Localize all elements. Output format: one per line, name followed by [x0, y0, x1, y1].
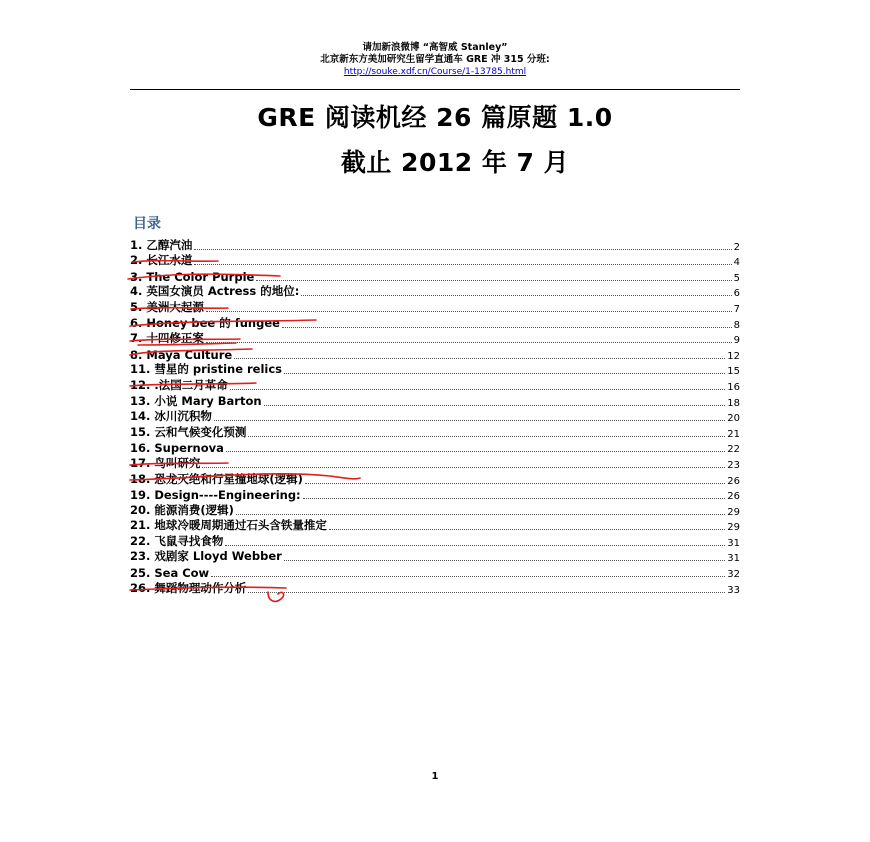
toc-entry-label: 6. Honey bee 的 fungee — [130, 315, 280, 330]
toc-entry-page: 32 — [727, 569, 740, 581]
toc-dot-leader — [329, 529, 725, 530]
toc-entry[interactable] — [130, 393, 740, 409]
toc-dot-leader — [214, 420, 725, 421]
toc-dot-leader — [211, 576, 725, 577]
toc-entry[interactable] — [130, 487, 740, 503]
toc-entry-label: 13. 小说 Mary Barton — [130, 393, 262, 408]
toc-entry[interactable] — [130, 237, 740, 253]
toc-dot-leader — [282, 327, 732, 328]
toc-dot-leader — [206, 311, 732, 312]
page-number: 1 — [431, 771, 439, 782]
toc-entry[interactable] — [130, 362, 740, 378]
toc-entry-page: 9 — [733, 335, 740, 347]
toc-entry-label: 17. 鸟叫研究 — [130, 455, 201, 470]
toc-entry[interactable] — [130, 346, 740, 362]
toc-entry-page: 31 — [727, 537, 740, 549]
toc-dot-leader — [226, 451, 725, 452]
toc-entry-label: 7. 十四修正案 — [130, 331, 204, 346]
toc-dot-leader — [194, 249, 731, 250]
toc-entry-label: 25. Sea Cow — [130, 566, 210, 581]
toc-dot-leader — [284, 560, 725, 561]
toc-dot-leader — [225, 545, 725, 546]
toc-entry[interactable] — [130, 424, 740, 440]
toc-heading: 目录 — [133, 216, 161, 232]
document-title: GRE 阅读机经 26 篇原题 1.0 — [257, 103, 613, 132]
header-course-link[interactable]: http://souke.xdf.cn/Course/1-13785.html — [343, 67, 527, 77]
toc-entry-page: 26 — [727, 475, 740, 487]
toc-entry-page: 29 — [727, 506, 740, 518]
toc-dot-leader — [264, 405, 726, 406]
toc-dot-leader — [230, 389, 726, 390]
toc-entry-page: 2 — [733, 241, 740, 253]
toc-entry[interactable] — [130, 299, 740, 315]
toc-entry-page: 31 — [727, 553, 740, 565]
toc-entry[interactable] — [130, 440, 740, 456]
toc-entry-page: 15 — [727, 366, 740, 378]
toc-dot-leader — [194, 264, 731, 265]
toc-entry-page: 16 — [727, 381, 740, 393]
toc-entry-page: 22 — [727, 444, 740, 456]
toc-entry-label: 19. Design----Engineering: — [130, 488, 301, 503]
toc-dot-leader — [248, 436, 725, 437]
toc-entry-label: 14. 冰川沉积物 — [130, 409, 212, 424]
toc-entry[interactable] — [130, 377, 740, 393]
toc-dot-leader — [301, 295, 731, 296]
toc-entry-label: 22. 飞鼠寻找食物 — [130, 533, 224, 548]
toc-entry-label: 3. The Color Purple — [130, 269, 255, 284]
toc-entry-label: 20. 能源消费(逻辑) — [130, 502, 234, 517]
toc-entry[interactable] — [130, 253, 740, 269]
toc-entry[interactable] — [130, 471, 740, 487]
toc-entry-page: 5 — [733, 272, 740, 284]
toc-entry-label: 5. 美洲大起源 — [130, 299, 204, 314]
toc-entry-page: 18 — [727, 397, 740, 409]
toc-entry-page: 4 — [733, 257, 740, 269]
toc-dot-leader — [303, 498, 726, 499]
toc-entry-label: 12. .法国二月革命 — [130, 377, 228, 392]
toc-dot-leader — [236, 514, 725, 515]
toc-entry-page: 26 — [727, 491, 740, 503]
toc-entry-label: 18. 恐龙灭绝和行星撞地球(逻辑) — [130, 471, 303, 486]
toc-entry-label: 16. Supernova — [130, 441, 224, 456]
toc-entry[interactable] — [130, 455, 740, 471]
header-divider — [130, 89, 740, 90]
header-line-weibo: 请加新浪微博 “高智威 Stanley” — [362, 42, 508, 53]
toc-entry-page: 6 — [733, 288, 740, 300]
toc-entry-label: 2. 长江水道 — [130, 253, 193, 268]
toc-entry-label: 11. 彗星的 pristine relics — [130, 362, 283, 377]
page-header — [0, 42, 870, 78]
document-subtitle: 截止 2012 年 7 月 — [340, 148, 570, 177]
toc-entry[interactable] — [130, 518, 740, 534]
toc-entry-label: 8. Maya Culture — [130, 347, 233, 362]
toc-entry-label: 4. 英国女演员 Actress 的地位: — [130, 284, 300, 299]
toc-entry-page: 7 — [733, 303, 740, 315]
toc-entry[interactable] — [130, 580, 740, 596]
header-line-course: 北京新东方美加研究生留学直通车 GRE 冲 315 分班: — [320, 54, 550, 65]
toc-entry-page: 8 — [733, 319, 740, 331]
toc-dot-leader — [256, 280, 731, 281]
toc-entry-label: 21. 地球冷暖周期通过石头含铁量推定 — [130, 518, 327, 533]
toc-entry-label: 23. 戏剧家 Lloyd Webber — [130, 549, 282, 564]
toc-dot-leader — [284, 373, 725, 374]
toc-entry-page: 20 — [727, 413, 740, 425]
toc-dot-leader — [248, 592, 725, 593]
toc-entry-page: 21 — [727, 428, 740, 440]
toc-entry[interactable] — [130, 549, 740, 565]
toc-entry-label: 26. 舞蹈物理动作分析 — [130, 580, 247, 595]
toc-dot-leader — [305, 483, 725, 484]
toc-dot-leader — [206, 342, 732, 343]
toc-entry-page: 29 — [727, 522, 740, 534]
toc-entry[interactable] — [130, 268, 740, 284]
toc-entry[interactable] — [130, 533, 740, 549]
toc-entry-page: 23 — [727, 459, 740, 471]
toc-entry[interactable] — [130, 284, 740, 300]
toc-dot-leader — [202, 467, 725, 468]
toc-entry[interactable] — [130, 409, 740, 425]
toc-entry[interactable] — [130, 315, 740, 331]
toc-entry-label: 1. 乙醇汽油 — [130, 237, 193, 252]
toc-entry[interactable] — [130, 502, 740, 518]
toc-entry-page: 33 — [727, 584, 740, 596]
toc-entry[interactable] — [130, 564, 740, 580]
toc-entry-page: 12 — [727, 350, 740, 362]
toc-dot-leader — [234, 358, 725, 359]
toc-entry-label: 15. 云和气候变化预测 — [130, 424, 247, 439]
toc-entry[interactable] — [130, 331, 740, 347]
table-of-contents — [130, 237, 740, 596]
